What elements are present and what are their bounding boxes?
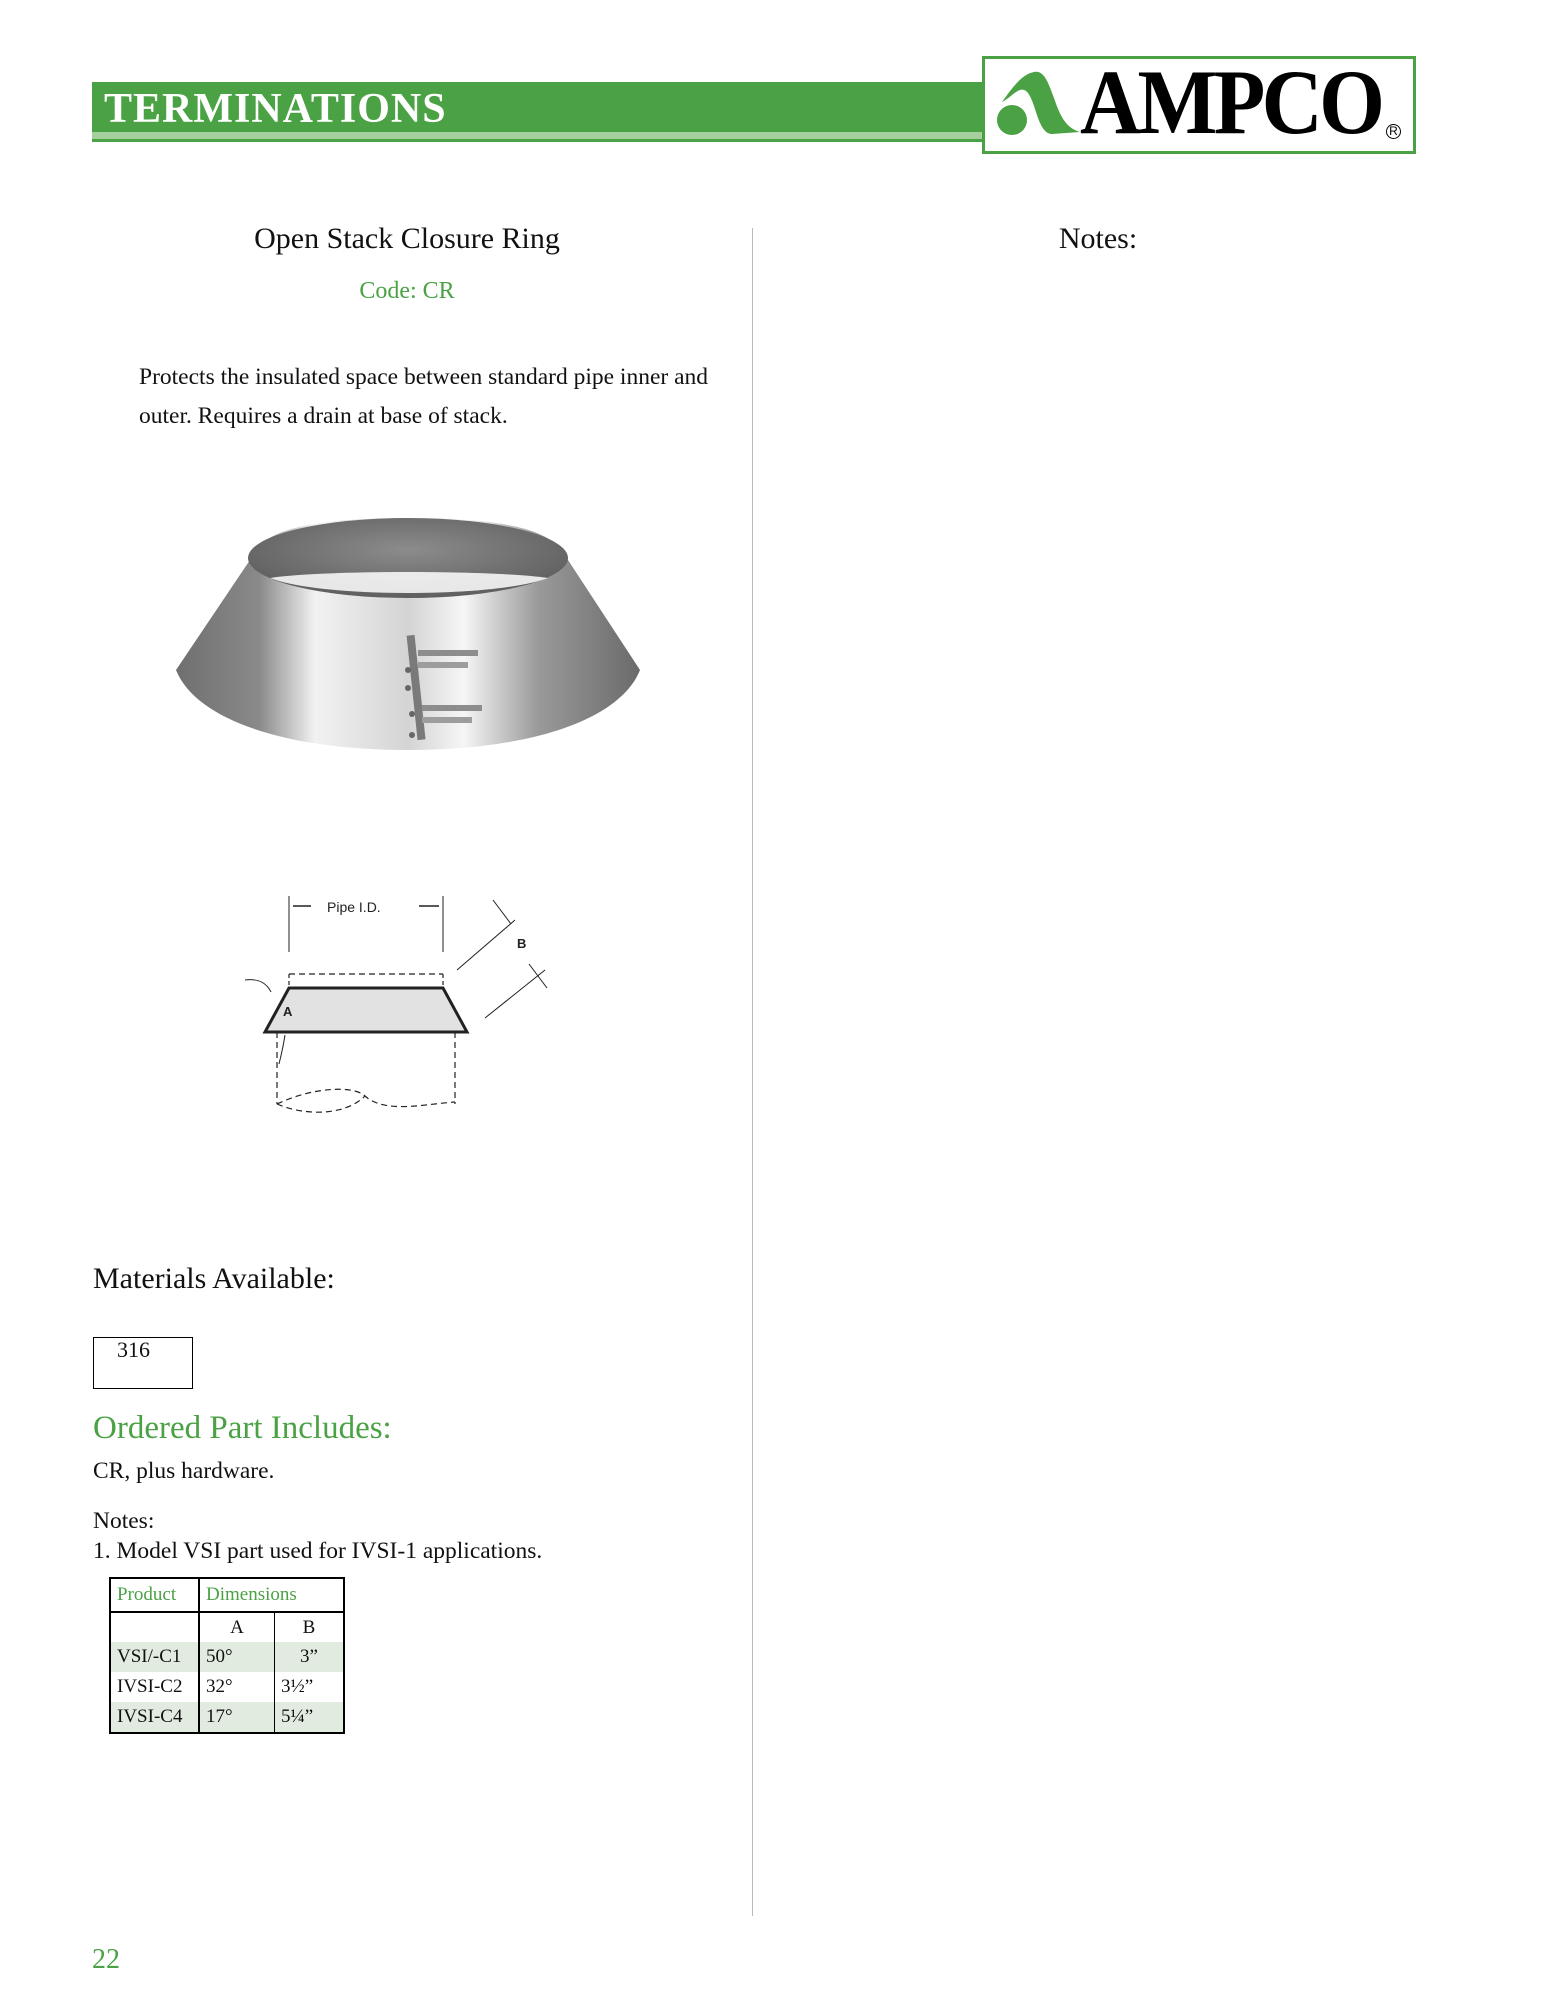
product-photo [150,500,665,775]
registered-mark: R [1386,124,1401,139]
table-header-row [110,1578,344,1612]
cell-a: 32° [199,1672,275,1702]
product-title: Open Stack Closure Ring [254,222,560,255]
cell-a: 17° [199,1702,275,1733]
diagram-label-pipe-id: Pipe I.D. [327,899,381,915]
page-number: 22 [92,1944,120,1975]
logo-dot [997,105,1027,135]
note-item: 1. Model VSI part used for IVSI-1 applications. [93,1538,543,1564]
cell-product: IVSI-C4 [110,1702,199,1733]
ordered-part-heading: Ordered Part Includes: [93,1410,392,1446]
ampco-logo-icon [992,68,1082,138]
subheader-b: B [302,1616,316,1638]
dimensions-table [109,1577,345,1734]
product-code: Code: CR [359,278,455,304]
header-dimensions: Dimensions [199,1578,344,1612]
diagram-label-b: B [517,936,527,951]
ordered-part-text: CR, plus hardware. [93,1458,275,1484]
section-title: TERMINATIONS [104,86,447,132]
material-option-316: 316 [117,1337,150,1362]
materials-label: Materials Available: [93,1262,335,1295]
product-description: Protects the insulated space between standard pipe inner and outer. Requires a drain at base of stack. [139,364,709,429]
cell-a: 50° [199,1642,275,1672]
table-subheader-row [110,1612,344,1642]
notes-heading: Notes: [93,1508,155,1534]
cell-b: 5¼” [275,1702,345,1733]
diagram-label-a: A [283,1004,293,1019]
cell-product: VSI/-C1 [110,1642,199,1672]
cell-product: IVSI-C2 [110,1672,199,1702]
ring-section [265,988,467,1032]
table-row [110,1702,344,1733]
header-product: Product [110,1578,199,1612]
section-header-strip [92,132,988,139]
brand-name: AMPCO [1080,51,1382,153]
cell-b: 3” [275,1642,345,1672]
cell-b: 3½” [281,1676,314,1697]
table-row [110,1672,344,1702]
dimension-diagram [245,880,585,1120]
table-row [110,1642,344,1672]
subheader-a: A [199,1612,275,1642]
column-divider [752,228,753,1916]
right-notes-heading: Notes: [1058,222,1138,255]
section-header-underline [92,139,988,142]
